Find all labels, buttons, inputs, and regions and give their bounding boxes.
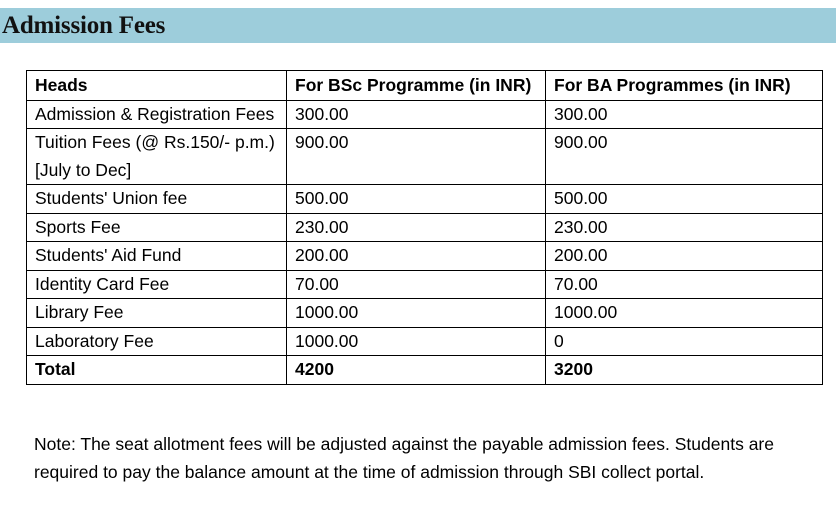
fee-head: Library Fee (27, 299, 287, 328)
bsc-amount: 300.00 (287, 100, 546, 129)
fees-table (26, 70, 823, 385)
ba-amount: 0 (546, 327, 823, 356)
fee-head: Students' Union fee (27, 185, 287, 214)
ba-amount: 1000.00 (546, 299, 823, 328)
fee-head: Identity Card Fee (27, 270, 287, 299)
bsc-amount: 900.00 (287, 129, 546, 185)
ba-amount: 200.00 (546, 242, 823, 271)
fee-head: Laboratory Fee (27, 327, 287, 356)
bsc-amount: 70.00 (287, 270, 546, 299)
page-title: Admission Fees (2, 12, 166, 39)
ba-amount: 300.00 (546, 100, 823, 129)
ba-amount: 500.00 (546, 185, 823, 214)
table-row (27, 100, 823, 129)
column-header-bsc: For BSc Programme (in INR) (287, 71, 546, 101)
table-row (27, 327, 823, 356)
bsc-amount: 1000.00 (287, 327, 546, 356)
table-row (27, 299, 823, 328)
column-header-heads: Heads (27, 71, 287, 101)
ba-total: 3200 (546, 356, 823, 385)
bsc-total: 4200 (287, 356, 546, 385)
table-row (27, 270, 823, 299)
ba-amount: 900.00 (546, 129, 823, 185)
fee-head: Tuition Fees (@ Rs.150/- p.m.) [July to Dec] (27, 129, 287, 185)
fee-head: Admission & Registration Fees (27, 100, 287, 129)
ba-amount: 70.00 (546, 270, 823, 299)
table-row (27, 242, 823, 271)
table-header-row (27, 71, 823, 101)
fee-note: Note: The seat allotment fees will be adjusted against the payable admission fees. Students are required to pay the balance amount at the time of admission through SBI collect portal. (34, 434, 774, 482)
table-row (27, 213, 823, 242)
table-row (27, 129, 823, 185)
fee-head: Sports Fee (27, 213, 287, 242)
total-label: Total (27, 356, 287, 385)
bsc-amount: 500.00 (287, 185, 546, 214)
bsc-amount: 200.00 (287, 242, 546, 271)
bsc-amount: 1000.00 (287, 299, 546, 328)
bsc-amount: 230.00 (287, 213, 546, 242)
total-row (27, 356, 823, 385)
fee-head: Students' Aid Fund (27, 242, 287, 271)
section-title-bar (0, 8, 836, 43)
table-row (27, 185, 823, 214)
column-header-ba: For BA Programmes (in INR) (546, 71, 823, 101)
ba-amount: 230.00 (546, 213, 823, 242)
